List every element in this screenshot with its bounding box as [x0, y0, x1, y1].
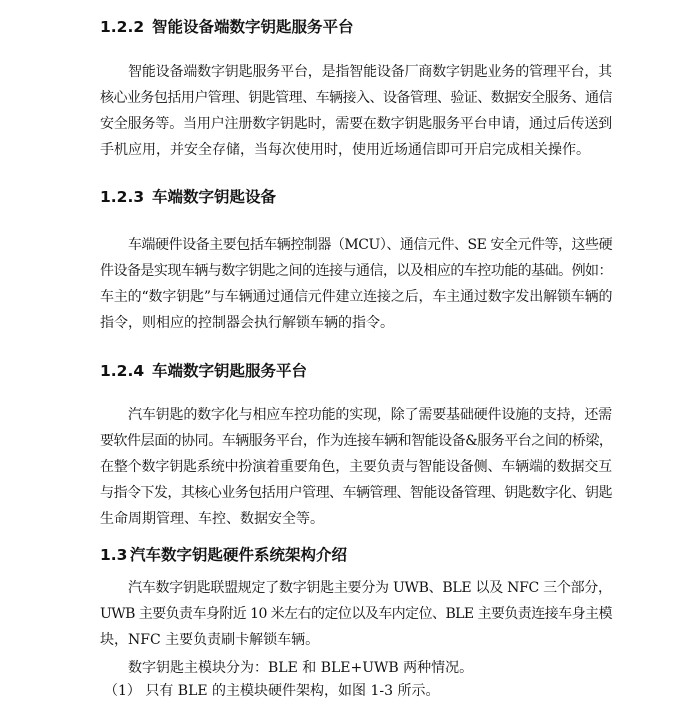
- paragraph-line: 与指令下发，其核心业务包括用户管理、车辆管理、智能设备管理、钥匙数字化、钥匙: [100, 485, 612, 501]
- section-title: 汽车数字钥匙硬件系统架构介绍: [130, 546, 348, 564]
- section-heading-1-2-3: [100, 186, 276, 208]
- paragraph-line: 车主的“数字钥匙”与车辆通过通信元件建立连接之后，车主通过数字发出解锁车辆的: [100, 289, 613, 305]
- paragraph-line: 要软件层面的协同。车辆服务平台，作为连接车辆和智能设备&服务平台之间的桥梁，: [100, 433, 613, 449]
- paragraph-line: 指令，则相应的控制器会执行解锁车辆的指令。: [100, 315, 394, 331]
- section-title: 车端数字钥匙服务平台: [152, 362, 308, 380]
- section-number: 1.2.4: [100, 362, 145, 380]
- paragraph-line: 汽车钥匙的数字化与相应车控功能的实现，除了需要基础硬件设施的支持，还需: [128, 407, 612, 423]
- list-item: （1） 只有 BLE 的主模块硬件架构，如图 1-3 所示。: [104, 683, 440, 699]
- paragraph-line: 车端硬件设备主要包括车辆控制器（MCU）、通信元件、SE 安全元件等，这些硬: [128, 237, 613, 253]
- section-heading-1-3: [100, 544, 347, 566]
- paragraph-line: 在整个数字钥匙系统中扮演着重要角色，主要负责与智能设备侧、车辆端的数据交互: [100, 459, 612, 475]
- section-title: 车端数字钥匙设备: [152, 188, 277, 206]
- paragraph-line: 块，NFC 主要负责刷卡解锁车辆。: [100, 632, 320, 648]
- paragraph-line: 件设备是实现车辆与数字钥匙之间的连接与通信，以及相应的车控功能的基础。例如：: [100, 263, 612, 279]
- paragraph-line: 数字钥匙主模块分为：BLE 和 BLE+UWB 两种情况。: [128, 660, 474, 676]
- section-heading-1-2-4: [100, 360, 307, 382]
- paragraph-line: 核心业务包括用户管理、钥匙管理、车辆接入、设备管理、验证、数据安全服务、通信: [100, 90, 612, 106]
- paragraph-line: 安全服务等。当用户注册数字钥匙时，需要在数字钥匙服务平台申请，通过后传送到: [100, 116, 612, 132]
- paragraph-line: 手机应用，并安全存储，当每次使用时，使用近场通信即可开启完成相关操作。: [100, 142, 590, 158]
- paragraph-line: 智能设备端数字钥匙服务平台，是指智能设备厂商数字钥匙业务的管理平台，其: [128, 64, 612, 80]
- section-number: 1.2.2: [100, 18, 145, 36]
- section-number: 1.2.3: [100, 188, 145, 206]
- paragraph-line: 汽车数字钥匙联盟规定了数字钥匙主要分为 UWB、BLE 以及 NFC 三个部分，: [128, 580, 612, 596]
- paragraph-line: 生命周期管理、车控、数据安全等。: [100, 511, 324, 527]
- paragraph-line: UWB 主要负责车身附近 10 米左右的定位以及车内定位、BLE 主要负责连接车身主模: [100, 606, 612, 622]
- section-heading-1-2-2: [100, 16, 354, 38]
- section-title: 智能设备端数字钥匙服务平台: [152, 18, 354, 36]
- section-number: 1.3: [100, 546, 128, 564]
